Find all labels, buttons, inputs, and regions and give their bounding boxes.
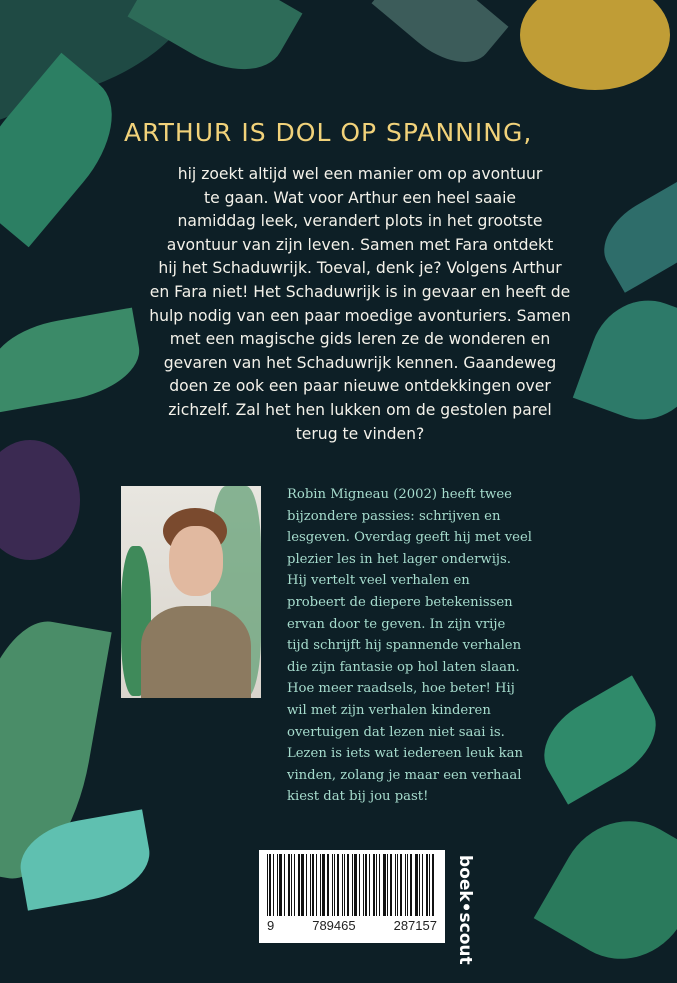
barcode-bar (332, 854, 333, 916)
barcode-bar (426, 854, 428, 916)
barcode-bar (306, 854, 307, 916)
bio-line: lesgeven. Overdag geeft hij met veel (287, 530, 532, 546)
barcode-bar (291, 854, 292, 916)
bio-line: wil met zijn verhalen kinderen (287, 702, 491, 718)
bio-line: Robin Migneau (2002) heeft twee (287, 487, 512, 502)
blurb-text (140, 163, 580, 446)
barcode-bar (342, 854, 343, 916)
barcode-bar (407, 854, 408, 916)
barcode-bar (284, 854, 285, 916)
blurb-line: te gaan. Wat voor Arthur een heel saaie (203, 188, 517, 207)
barcode-bar (415, 854, 418, 916)
bio-line: Hij vertelt veel verhalen en (287, 573, 470, 589)
blurb-line: terug te vinden? (295, 424, 425, 443)
barcode-bar (316, 854, 317, 916)
barcode-bar (395, 854, 396, 916)
barcode-bar (429, 854, 430, 916)
barcode-bar (422, 854, 423, 916)
barcode-bar (432, 854, 434, 916)
barcode-bar (397, 854, 398, 916)
barcode-bars (267, 854, 437, 916)
blurb-line: zichzelf. Zal het hen lukken om de gestolen parel (168, 400, 552, 419)
barcode-bar (354, 854, 357, 916)
bio-line: ervan door te geven. In zijn vrije (287, 616, 506, 632)
barcode-bar (347, 854, 349, 916)
barcode-bar (344, 854, 345, 916)
isbn-digits (267, 918, 437, 933)
blurb-line: en Fara niet! Het Schaduwrijk is in gevaar en heeft de (149, 282, 571, 301)
bio-line: tijd schrijft hij spannende verhalen (287, 638, 522, 654)
barcode-bar (312, 854, 314, 916)
blurb-line: met een magische gids leren ze de wonderen en (169, 330, 551, 349)
barcode-bar (369, 854, 370, 916)
barcode-bar (298, 854, 300, 916)
bio-line: kiest dat bij jou past! (287, 789, 429, 805)
blurb-line: gevaren van het Schaduwrijk kennen. Gaandeweg (163, 353, 557, 372)
barcode-bar (294, 854, 295, 916)
barcode-bar (310, 854, 311, 916)
headline: ARTHUR IS DOL OP SPANNING, (124, 118, 533, 147)
barcode-bar (301, 854, 304, 916)
isbn-left: 789465 (312, 918, 356, 933)
author-photo (121, 486, 261, 698)
barcode-bar (334, 854, 335, 916)
bio-line: probeert de diepere betekenissen (287, 594, 513, 610)
barcode-bar (327, 854, 329, 916)
bio-line: Lezen is iets wat iedereen leuk kan (287, 746, 524, 762)
blurb-line: hulp nodig van een paar moedige avonturiers. Samen (149, 306, 571, 325)
barcode-bar (363, 854, 364, 916)
barcode-bar (277, 854, 278, 916)
barcode-bar (365, 854, 367, 916)
publisher-logo: boek•scout (455, 855, 475, 965)
barcode-bar (383, 854, 386, 916)
bio-line: bijzondere passies: schrijven en (287, 508, 501, 524)
blurb-line: namiddag leek, verandert plots in het grootste (177, 212, 543, 231)
blurb-line: hij het Schaduwrijk. Toeval, denk je? Volgens Arthur (158, 259, 562, 278)
barcode-bar (352, 854, 353, 916)
bio-line: die zijn fantasie op hol laten slaan. (287, 659, 520, 675)
barcode-bar (390, 854, 392, 916)
blurb-line: doen ze ook een paar nieuwe ontdekkingen over (169, 377, 551, 396)
bio-line: plezier les in het lager onderwijs. (287, 551, 511, 567)
barcode-bar (269, 854, 271, 916)
barcode-bar (337, 854, 339, 916)
barcode-bar (288, 854, 290, 916)
barcode-bar (410, 854, 412, 916)
barcode-bar (322, 854, 325, 916)
barcode-bar (405, 854, 406, 916)
barcode-bar (320, 854, 321, 916)
barcode-bar (400, 854, 402, 916)
isbn-barcode (259, 850, 445, 943)
barcode-bar (279, 854, 282, 916)
barcode-bar (359, 854, 360, 916)
blurb-line: hij zoekt altijd wel een manier om op avontuur (177, 165, 543, 183)
barcode-bar (267, 854, 268, 916)
barcode-bar (387, 854, 388, 916)
blurb-line: avontuur van zijn leven. Samen met Fara ontdekt (166, 235, 554, 254)
bio-line: Hoe meer raadsels, hoe beter! Hij (287, 681, 515, 697)
barcode-bar (273, 854, 274, 916)
barcode-bar (419, 854, 420, 916)
isbn-first: 9 (267, 918, 275, 933)
barcode-bar (373, 854, 375, 916)
bio-line: vinden, zolang je maar een verhaal (287, 767, 522, 783)
author-bio (287, 484, 637, 808)
barcode-bar (376, 854, 377, 916)
bio-line: overtuigen dat lezen niet saai is. (287, 724, 505, 740)
isbn-right: 287157 (393, 918, 437, 933)
barcode-bar (379, 854, 380, 916)
